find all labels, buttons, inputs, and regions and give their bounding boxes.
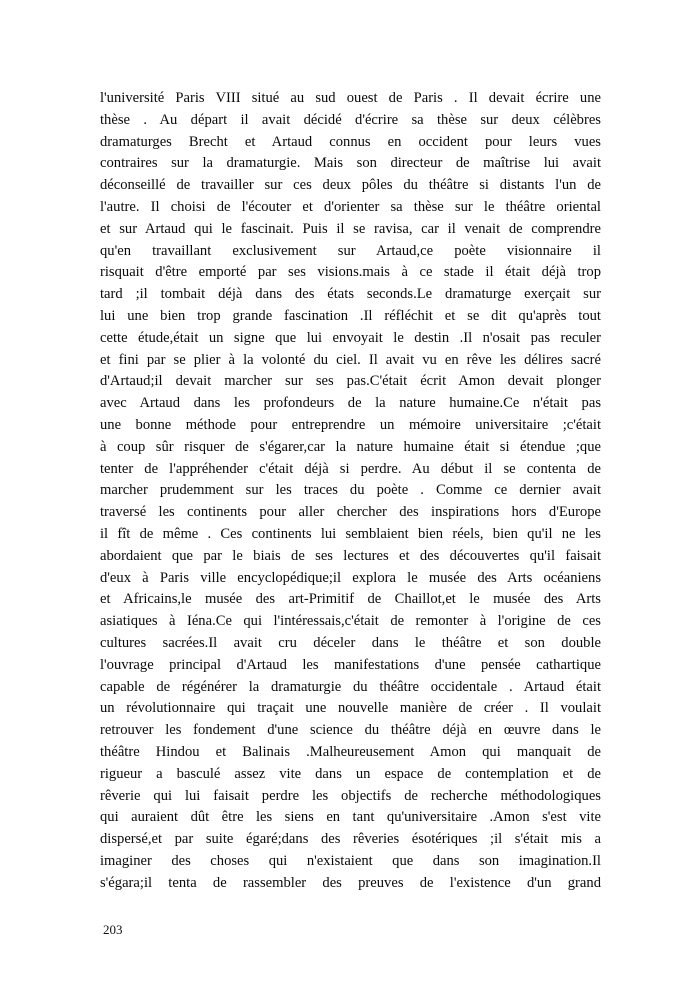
text-line: l'université Paris VIII situé au sud ouest de Paris . Il devait écrire une <box>100 90 601 106</box>
body-text <box>100 88 601 894</box>
text-line: et sur Artaud qui le fascinait. Puis il se ravisa, car il venait de comprendre <box>100 220 601 237</box>
text-line: d'eux à Paris ville encyclopédique;il explora le musée des Arts océaniens <box>100 569 601 586</box>
text-line: s'égara;il tenta de rassembler des preuves de l'existence d'un grand <box>100 874 601 891</box>
text-line: rigueur a basculé assez vite dans un espace de contemplation et de <box>100 765 601 782</box>
text-line: rêverie qui lui faisait perdre les objectifs de recherche méthodologiques <box>100 787 601 804</box>
page-number: 203 <box>103 922 123 937</box>
text-line: avec Artaud dans les profondeurs de la nature humaine.Ce n'était pas <box>100 395 601 412</box>
text-line: une bonne méthode pour entreprendre un mémoire universitaire ;c'était <box>100 416 601 433</box>
text-line: tard ;il tombait déjà dans des états seconds.Le dramaturge exerçait sur <box>100 286 601 303</box>
text-line: asiatiques à Iéna.Ce qui l'intéressais,c'était de remonter à l'origine de ces <box>100 613 601 630</box>
text-line: qu'en travaillant exclusivement sur Artaud,ce poète visionnaire il <box>100 242 601 259</box>
text-line: un révolutionnaire qui traçait une nouvelle manière de créer . Il voulait <box>100 700 601 717</box>
text-line: imaginer des choses qui n'existaient que dans son imagination.Il <box>100 852 601 869</box>
text-line: marcher prudemment sur les traces du poète . Comme ce dernier avait <box>100 482 601 499</box>
text-line: qui auraient dût être les siens en tant qu'universitaire .Amon s'est vite <box>100 809 601 826</box>
text-line: retrouver les fondement d'une science du théâtre déjà en œuvre dans le <box>100 722 601 739</box>
text-line: d'Artaud;il devait marcher sur ses pas.C'était écrit Amon devait plonger <box>100 373 601 390</box>
text-line: l'ouvrage principal d'Artaud les manifestations d'une pensée cathartique <box>100 656 601 673</box>
text-line: et fini par se plier à la volonté du ciel. Il avait vu en rêve les délires sacré <box>100 351 601 368</box>
text-line: thèse . Au départ il avait décidé d'écrire sa thèse sur deux célèbres <box>100 111 601 128</box>
text-line: risquait d'être emporté par ses visions.mais à ce stade il était déjà trop <box>100 264 601 281</box>
text-line: abordaient que par le biais de ses lectures et des découvertes qu'il faisait <box>100 547 601 564</box>
text-line: dramaturges Brecht et Artaud connus en occident pour leurs vues <box>100 133 601 150</box>
text-line: cette étude,était un signe que lui envoyait le destin .Il n'osait pas reculer <box>100 329 601 346</box>
text-line: lui une bien trop grande fascination .Il réfléchit et se dit qu'après tout <box>100 307 601 324</box>
text-line: il fît de même . Ces continents lui semblaient bien réels, bien qu'il ne les <box>100 525 601 542</box>
text-line: contraires sur la dramaturgie. Mais son directeur de maîtrise lui avait <box>100 155 601 172</box>
text-line: théâtre Hindou et Balinais .Malheureusement Amon qui manquait de <box>100 743 601 760</box>
text-line: déconseillé de travailler sur ces deux pôles du théâtre si distants l'un de <box>100 177 601 194</box>
text-line: capable de régénérer la dramaturgie du théâtre occidentale . Artaud était <box>100 678 601 695</box>
text-line: à coup sûr risquer de s'égarer,car la nature humaine était si étendue ;que <box>100 438 601 455</box>
text-line: l'autre. Il choisi de l'écouter et d'orienter sa thèse sur le théâtre oriental <box>100 198 601 215</box>
text-line: dispersé,et par suite égaré;dans des rêveries ésotériques ;il s'était mis a <box>100 831 601 848</box>
text-line: traversé les continents pour aller chercher des inspirations hors d'Europe <box>100 504 601 521</box>
text-line: cultures sacrées.Il avait cru déceler dans le théâtre et son double <box>100 634 601 651</box>
text-line: et Africains,le musée des art-Primitif de Chaillot,et le musée des Arts <box>100 591 601 608</box>
text-line: tenter de l'appréhender c'était déjà si perdre. Au début il se contenta de <box>100 460 601 477</box>
